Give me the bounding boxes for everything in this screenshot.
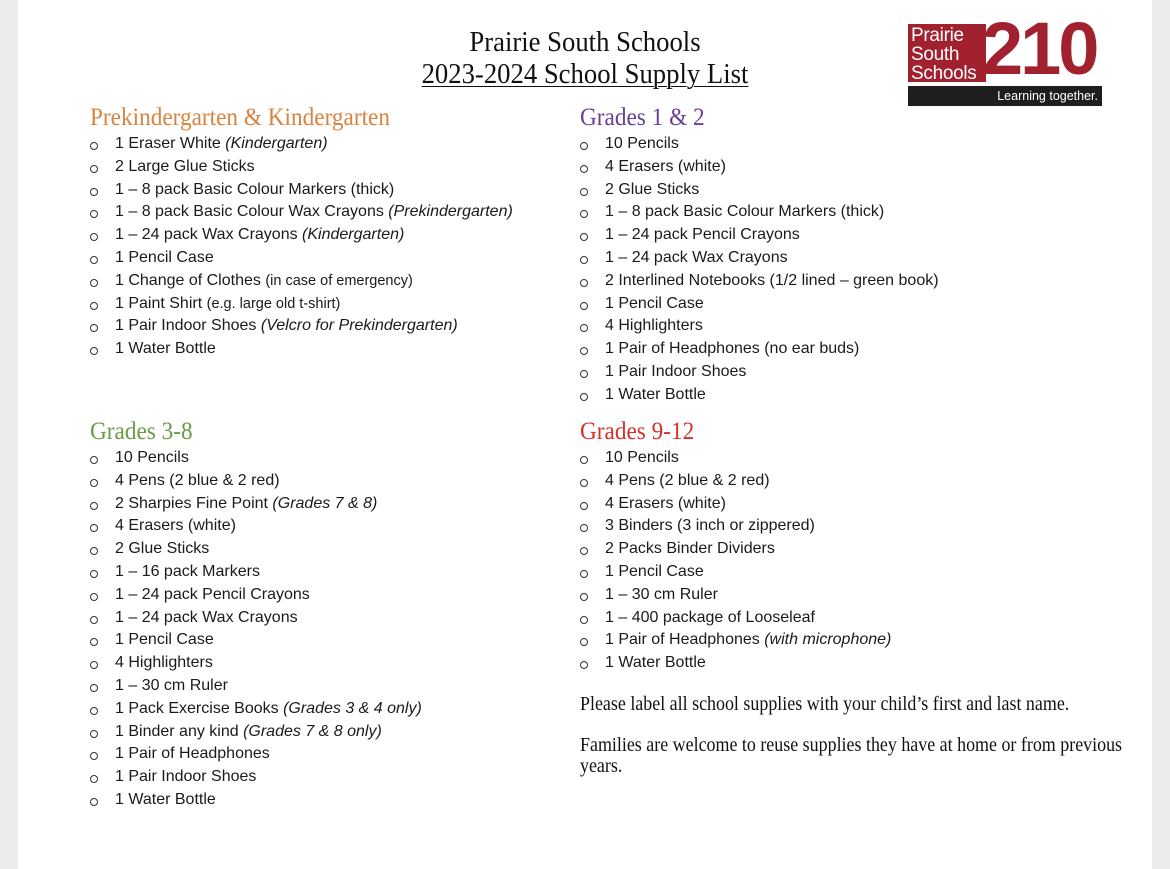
bullet-icon [90,684,98,692]
bullet-icon [580,165,588,173]
bullet-icon [90,165,98,173]
bullet-icon [580,279,588,287]
supply-list-item [580,652,891,675]
bullet-icon [580,570,588,578]
bullet-icon [90,279,98,287]
supply-list-item [90,156,513,179]
supply-list-item [580,561,891,584]
item-note: (e.g. large old t-shirt) [206,295,341,312]
bullet-icon [90,347,98,355]
supply-list [580,133,939,407]
supply-list-item [90,675,422,698]
bullet-icon [580,233,588,241]
item-text: 1 Pencil Case [605,294,704,312]
bullet-icon [90,752,98,760]
item-text: 4 Erasers (white) [115,517,236,535]
bullet-icon [90,638,98,646]
supply-list-item [90,270,513,293]
bullet-icon [580,347,588,355]
notes-block [580,694,1123,797]
bullet-icon [90,233,98,241]
item-text: 4 Highlighters [115,654,213,672]
bullet-icon [90,324,98,332]
item-text: 1 – 30 cm Ruler [115,676,228,694]
item-text: 2 Glue Sticks [115,540,210,558]
document-title: Prairie South Schools [469,26,701,58]
item-text: 1 – 24 pack Wax Crayons [115,608,298,626]
bullet-icon [90,616,98,624]
bullet-icon [90,479,98,487]
bullet-icon [580,616,588,624]
bullet-icon [580,638,588,646]
supply-list-item [580,538,891,561]
supply-list-item [90,629,422,652]
item-text: 1 – 16 pack Markers [115,562,260,580]
bullet-icon [580,256,588,264]
bullet-icon [90,456,98,464]
item-note: (in case of emergency) [265,272,413,289]
supply-list-item [90,447,422,470]
item-text: 10 Pencils [115,449,189,466]
item-text: 1 Pencil Case [605,562,704,580]
item-text: 1 Pair Indoor Shoes [605,362,747,380]
item-text: 1 Pair of Headphones [605,631,765,649]
item-italic-note: (Kindergarten) [225,135,328,152]
item-text: 1 Pack Exercise Books [115,699,284,717]
item-text: 1 – 24 pack Pencil Crayons [115,585,310,603]
item-text: 2 Glue Sticks [605,180,700,198]
supply-list-item [580,156,939,179]
item-text: 1 Pair of Headphones [115,745,270,763]
bullet-icon [90,593,98,601]
item-text: 1 – 24 pack Pencil Crayons [605,226,800,244]
logo-line-schools: Schools [911,63,977,84]
item-text: 1 Water Bottle [115,790,216,808]
bullet-icon [580,593,588,601]
item-text: 3 Binders (3 inch or zippered) [605,517,815,535]
bullet-icon [90,502,98,510]
supply-list-item [90,721,422,744]
supply-list-item [580,224,939,247]
supply-list-item [580,584,891,607]
supply-list-item [580,361,939,384]
supply-list-item [580,384,939,407]
section-grades-1-2 [580,104,939,407]
item-italic-note: (Grades 3 & 4 only) [283,699,422,717]
item-text: 1 – 8 pack Basic Colour Markers (thick) [115,180,395,198]
bullet-icon [580,210,588,218]
supply-list-item [580,470,891,493]
supply-list-item [90,133,513,156]
logo-division-number: 210 [982,16,1097,82]
supply-list-item [90,224,513,247]
item-text: 4 Pens (2 blue & 2 red) [605,471,770,489]
bullet-icon [90,547,98,555]
item-text: 1 Water Bottle [605,654,706,672]
bullet-icon [90,775,98,783]
item-italic-note: (Grades 7 & 8) [272,494,378,512]
document-subtitle: 2023-2024 School Supply List [421,58,749,90]
bullet-icon [580,188,588,196]
supply-list-item [580,629,891,652]
item-italic-note: (Prekindergarten) [388,203,513,221]
bullet-icon [90,798,98,806]
item-text: 2 Packs Binder Dividers [605,540,775,558]
supply-list [90,133,513,361]
item-text: 2 Large Glue Sticks [115,157,255,175]
supply-list-item [580,270,939,293]
supply-list-item [580,315,939,338]
item-text: 10 Pencils [605,449,679,466]
item-text: 2 Interlined Notebooks (1/2 lined – green book) [605,271,939,289]
item-italic-note: (with microphone) [764,631,892,649]
supply-list-item [580,133,939,156]
supply-list-item [90,766,422,789]
logo-line-prairie: Prairie [911,25,964,46]
bullet-icon [580,393,588,401]
bullet-icon [580,302,588,310]
bullet-icon [580,524,588,532]
item-italic-note: (Kindergarten) [302,226,405,244]
section-prekindergarten-kindergarten [90,104,513,361]
item-text: 10 Pencils [605,135,679,152]
prairie-south-schools-logo [908,16,1102,106]
item-italic-note: (Velcro for Prekindergarten) [260,317,458,335]
bullet-icon [90,256,98,264]
supply-list-item [580,493,891,516]
supply-list-item [90,201,513,224]
item-text: 1 Pair Indoor Shoes [115,317,261,335]
item-text: 1 Eraser White [115,135,226,152]
bullet-icon [90,210,98,218]
item-text: 1 Paint Shirt [115,294,207,312]
item-text: 4 Pens (2 blue & 2 red) [115,471,280,489]
supply-list-item [580,179,939,202]
supply-list-item [580,515,891,538]
bullet-icon [580,502,588,510]
supply-list-item [580,607,891,630]
supply-list-item [580,201,939,224]
item-text: 4 Erasers (white) [605,494,726,512]
supply-list-item [90,607,422,630]
bullet-icon [90,570,98,578]
supply-list-item [580,247,939,270]
item-text: 1 – 8 pack Basic Colour Wax Crayons [115,203,389,221]
supply-list-item [90,179,513,202]
item-text: 1 – 8 pack Basic Colour Markers (thick) [605,203,885,221]
bullet-icon [580,370,588,378]
item-text: 1 Pencil Case [115,248,214,266]
section-grades-3-8 [90,418,422,812]
item-text: 4 Highlighters [605,317,703,335]
supply-list [90,447,422,812]
section-heading: Grades 9-12 [580,418,695,445]
item-italic-note: (Grades 7 & 8 only) [243,722,382,740]
item-text: 1 Change of Clothes [115,271,266,289]
bullet-icon [90,188,98,196]
bullet-icon [90,707,98,715]
supply-list-item [580,447,891,470]
bullet-icon [90,524,98,532]
logo-line-south: South [911,44,960,65]
section-heading: Grades 1 & 2 [580,104,705,131]
supply-list-item [90,338,513,361]
logo-wordmark-block [908,24,986,82]
supply-list-item [90,652,422,675]
bullet-icon [90,661,98,669]
item-text: 1 – 400 package of Looseleaf [605,608,815,626]
label-supplies-note: Please label all school supplies with your child’s first and last name. [580,694,1070,715]
supply-list-item [90,743,422,766]
supply-list-item [90,538,422,561]
bullet-icon [90,302,98,310]
section-grades-9-12 [580,418,891,675]
item-text: 1 Pair Indoor Shoes [115,768,257,786]
item-text: 1 – 24 pack Wax Crayons [115,226,303,244]
bullet-icon [580,661,588,669]
item-text: 2 Sharpies Fine Point [115,494,273,512]
supply-list-item [90,315,513,338]
supply-list-item [580,338,939,361]
item-text: 4 Erasers (white) [605,157,726,175]
section-heading: Prekindergarten & Kindergarten [90,104,391,131]
bullet-icon [90,730,98,738]
item-text: 1 Water Bottle [115,340,216,358]
item-text: 1 Pair of Headphones (no ear buds) [605,340,860,358]
bullet-icon [580,547,588,555]
supply-list-item [90,515,422,538]
bullet-icon [580,324,588,332]
supply-list-item [90,247,513,270]
reuse-supplies-note: Families are welcome to reuse supplies they have at home or from previous years. [580,735,1123,777]
supply-list-item [90,561,422,584]
supply-list-item [580,293,939,316]
supply-list [580,447,891,675]
supply-list-item [90,493,422,516]
supply-list-item [90,584,422,607]
bullet-icon [580,479,588,487]
bullet-icon [580,456,588,464]
item-text: 1 – 30 cm Ruler [605,585,718,603]
supply-list-item [90,293,513,316]
supply-list-item [90,470,422,493]
bullet-icon [90,142,98,150]
supply-list-item [90,789,422,812]
bullet-icon [580,142,588,150]
logo-tagline: Learning together. [908,86,1102,106]
item-text: 1 Binder any kind [115,722,244,740]
item-text: 1 – 24 pack Wax Crayons [605,248,788,266]
item-text: 1 Water Bottle [605,385,706,403]
section-heading: Grades 3-8 [90,418,193,445]
supply-list-item [90,698,422,721]
item-text: 1 Pencil Case [115,631,214,649]
